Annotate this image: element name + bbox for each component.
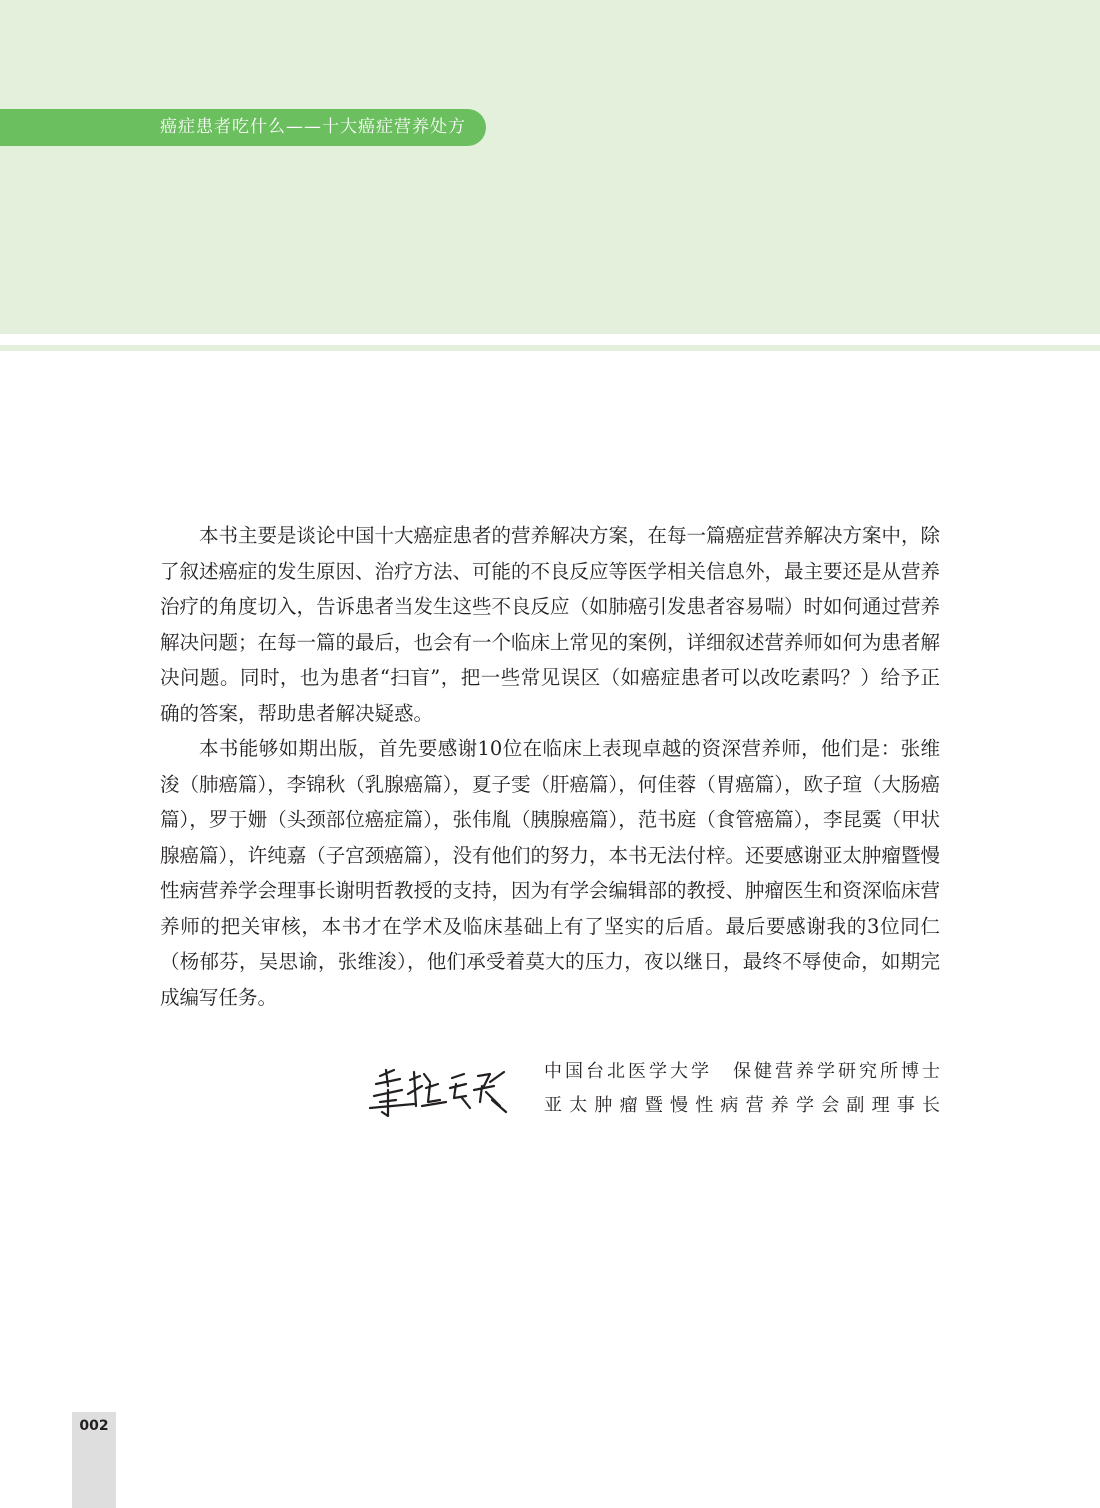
page-number: 002 <box>79 1418 109 1434</box>
running-title: 癌症患者吃什么——十大癌症营养处方 <box>160 117 466 137</box>
body-paragraph-2: 本书能够如期出版，首先要感谢10位在临床上表现卓越的资深营养师，他们是：张维浚（肺癌篇），李锦秋（乳腺癌篇），夏子雯（肝癌篇），何佳蓉（胃癌篇），欧子瑄（大肠癌篇），罗于姗（头颈部位癌症篇），张伟胤（胰腺癌篇），范书庭（食管癌篇），李昆霙（甲状腺癌篇），许纯嘉（子宫颈癌篇），没有他们的努力，本书无法付梓。还要感谢亚太肿瘤暨慢性病营养学会理事长谢明哲教授的支持，因为有学会编辑部的教授、肿瘤医生和资深临床营养师的把关审核，本书才在学术及临床基础上有了坚实的后盾。最后要感谢我的3位同仁（杨郁芬，吴思谕，张维浚），他们承受着莫大的压力，夜以继日，最终不辱使命，如期完成编写任务。 <box>160 737 941 1009</box>
handwritten-signature <box>366 1062 516 1124</box>
body-paragraph-1: 本书主要是谈论中国十大癌症患者的营养解决方案，在每一篇癌症营养解决方案中，除了叙述癌症的发生原因、治疗方法、可能的不良反应等医学相关信息外，最主要还是从营养治疗的角度切入，告诉患者当发生这些不良反应（如肺癌引发患者容易喘）时如何通过营养解决问题；在每一篇的最后，也会有一个临床上常见的案例，详细叙述营养师如何为患者解决问题。同时，也为患者“扫盲”，把一些常见误区（如癌症患者可以改吃素吗？）给予正确的答案，帮助患者解决疑惑。 <box>160 524 941 725</box>
header-band <box>0 0 1100 334</box>
affiliation-line-1: 中国台北医学大学 保健营养学研究所博士 <box>544 1061 940 1082</box>
author-affiliation <box>544 1055 940 1123</box>
preface-body <box>160 518 940 1015</box>
affiliation-line-2: 亚太肿瘤暨慢性病营养学会副理事长 <box>544 1095 940 1116</box>
header-divider <box>0 345 1100 351</box>
